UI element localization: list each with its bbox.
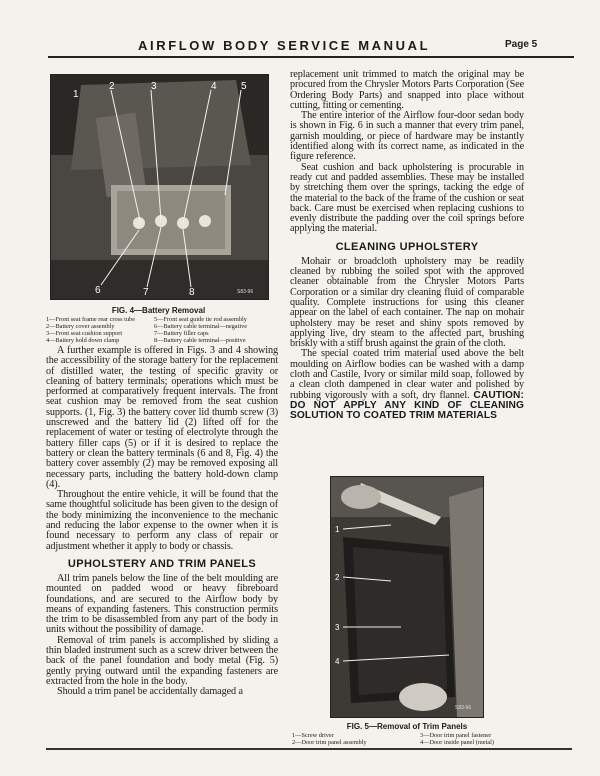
body-paragraph: All trim panels below the line of the belt moulding are mounted on padded wood or heavy fibreboard foundations, and are secured to the Airflow body by means of expanding fasteners. This construction permits the trim to be disassembled from any part of the body in units without the possibility of damage. xyxy=(46,572,278,636)
fig5-legend-item: 2—Door trim panel assembly xyxy=(292,739,367,746)
left-text-column xyxy=(46,346,278,698)
fig5-photo-code: S83-96 xyxy=(455,705,472,711)
footer-rule xyxy=(46,748,572,750)
body-paragraph: Mohair or broadcloth upholstery may be readily cleaned by rubbing the soiled spot with the approved cleaner obtainable from the Chrysler Motors Parts Corporation or a similar dry cleaning fluid of comparable quality. Complete instructions for using this cleaner appear on the label of each container. The nap on mohair upholstery may be reset and shiny spots removed by applying live, dry steam to the affected part, brushing briskly with a stiff brush against the grain of the cloth. xyxy=(290,255,524,350)
fig4-callout: 5 xyxy=(241,81,247,92)
body-paragraph: Removal of trim panels is accomplished by sliding a thin bladed instrument such as a screw driver between the back of the panel foundation and body metal (Fig. 5) gently prying outward until the expanding fasteners are extracted from the hole in the body. xyxy=(46,634,278,687)
fig4-legend-item: 2—Battery cover assembly xyxy=(46,323,115,330)
body-paragraph: Should a trim panel be accidentally damaged a xyxy=(57,686,243,698)
body-paragraph xyxy=(290,349,524,421)
fig4-legend-item: 6—Battery cable terminal—negative xyxy=(154,323,248,330)
fig5-trim-panel-photo xyxy=(330,476,484,718)
fig5-callout: 2 xyxy=(335,573,340,582)
body-paragraph: Throughout the entire vehicle, it will be found that the same thoughtful solicitude has been given to the design of the body minimizing the inconvenience to the mechanic and reducing the labor expense to the owner when it is found necessary to perform any class of repair or adjustment whether it apply to body or chassis. xyxy=(46,489,278,552)
fig4-callout: 3 xyxy=(151,81,157,92)
fig4-caption: FIG. 4—Battery Removal xyxy=(111,306,206,315)
fig4-legend-item: 7—Battery filler caps xyxy=(154,330,209,337)
section-heading-cleaning: CLEANING UPHOLSTERY xyxy=(335,240,479,253)
fig5-legend-item: 1—Screw driver xyxy=(292,732,334,739)
caution-lead-text: The special coated trim material used above the belt moulding on Airflow bodies can be washed with a damp cloth and Castile, Ivory or similar mild soap, followed by a clean cloth dampened in clear water and polished by rubbing vigorously with a soft, dry flannel. xyxy=(290,348,524,401)
fig4-callout: 6 xyxy=(95,285,101,296)
fig4-battery-photo xyxy=(50,74,269,300)
body-paragraph: The entire interior of the Airflow four-door sedan body is shown in Fig. 6 in such a manner that every trim panel, garnish moulding, or piece of hardware may be instantly identified along with its correct name, as indicated in the figure reference. xyxy=(290,110,524,163)
fig5-callout: 1 xyxy=(335,525,340,534)
body-paragraph: Seat cushion and back upholstering is procurable in ready cut and padded assemblies. These may be installed by stretching them over the springs, tacking the edge of the material to the back of the frame of the cushion or seat back. Care must be exercised when replacing cushions to evenly distribute the padding over the coil springs before applying the material. xyxy=(290,161,524,235)
fig5-legend-item: 3—Door trim panel fastener xyxy=(420,732,492,739)
fig4-callout: 8 xyxy=(189,287,195,298)
fig4-callout: 2 xyxy=(109,81,115,92)
fig4-legend-item: 8—Battery cable terminal—positive xyxy=(154,337,246,344)
running-header-title: AIRFLOW BODY SERVICE MANUAL xyxy=(138,38,431,53)
fig4-callout: 7 xyxy=(143,287,149,298)
fig4-photo-code: S83-96 xyxy=(237,289,254,295)
header-rule xyxy=(48,56,574,58)
fig4-legend-item: 5—Front seat guide tie rod assembly xyxy=(154,316,247,323)
fig5-caption: FIG. 5—Removal of Trim Panels xyxy=(346,722,468,731)
fig5-callout: 3 xyxy=(335,623,340,632)
body-paragraph: replacement unit trimmed to match the original may be procured from the Chrysler Motors Parts Corporation (See Ordering Body Parts) and snapped into place without cutting, fitting or cementing. xyxy=(290,69,524,111)
fig4-legend-item: 4—Battery hold down clamp xyxy=(46,337,120,344)
right-text-column xyxy=(290,70,524,422)
fig4-callout: 4 xyxy=(211,81,217,92)
fig4-legend-item: 1—Front seat frame rear cross tube xyxy=(46,316,135,323)
caution-notice: CAUTION: DO NOT APPLY ANY KIND OF CLEANING SOLUTION TO COATED TRIM MATERIALS xyxy=(290,389,525,422)
fig4-legend-item: 3—Front seat cushion support xyxy=(46,330,123,337)
fig5-legend-item: 4—Door inside panel (metal) xyxy=(420,739,494,746)
fig5-callout: 4 xyxy=(335,657,340,666)
fig4-callout: 1 xyxy=(73,89,79,100)
body-paragraph: A further example is offered in Figs. 3 and 4 showing the accessibility of the storage battery for the replacement of distilled water, the testing of specific gravity or cleaning of battery terminals; operations which must be performed at comparatively frequent intervals. The front seat cushion may be removed from the seat cushion supports. (1, Fig. 3) the battery cover lid thumb screw (3) unscrewed and the battery lid (2) lifted off for the replacement of water or testing of electrolyte through the battery filler caps (5) or if it is desired to replace the battery or clean the battery terminals (6 and 8, Fig. 4) the battery cover assembly (2) may be removed exposing all necessary parts, including the battery hold-down clamp (4). xyxy=(46,345,278,490)
page-number: Page 5 xyxy=(505,39,538,50)
fig4-battery-illustration xyxy=(51,75,268,299)
fig5-trim-illustration xyxy=(331,477,483,717)
section-heading-upholstery: UPHOLSTERY AND TRIM PANELS xyxy=(67,557,257,570)
